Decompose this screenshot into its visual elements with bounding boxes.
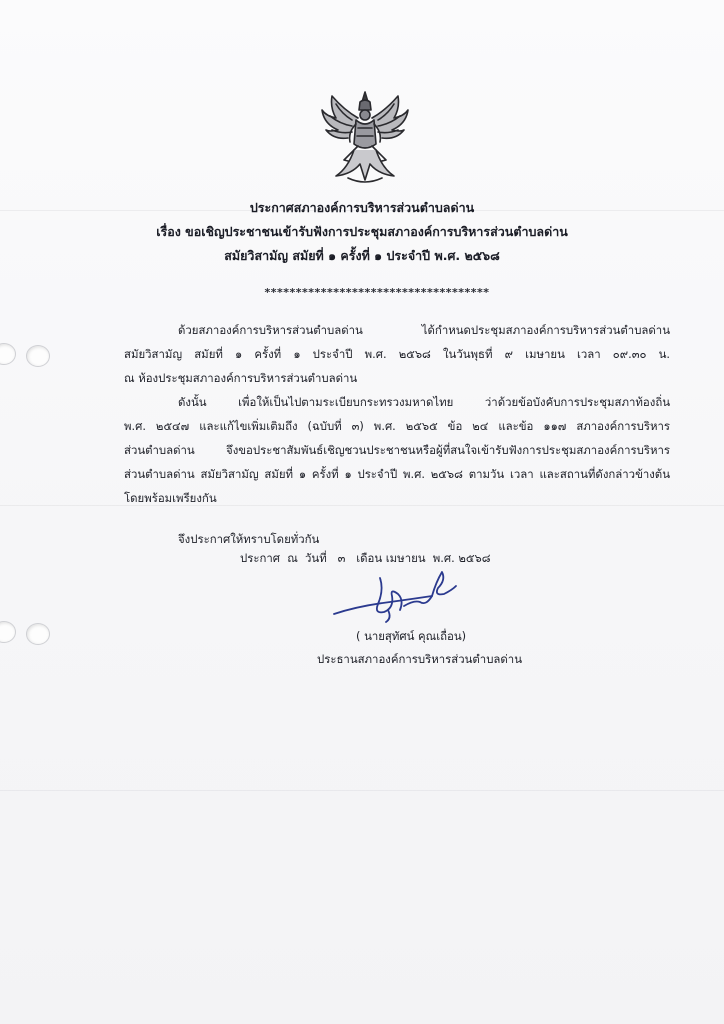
signer-title: ประธานสภาองค์การบริหารส่วนตำบลด่าน	[317, 652, 522, 666]
paragraph-2-line-5: โดยพร้อมเพรียงกัน	[124, 491, 217, 505]
announcement-subject: เรื่อง ขอเชิญประชาชนเข้ารับฟังการประชุมสภาองค์การบริหารส่วนตำบลด่าน	[156, 224, 568, 239]
garuda-emblem-icon	[318, 88, 412, 188]
signer-name: ( นายสุทัศน์ คุณเถื่อน)	[356, 629, 467, 643]
announcement-title: ประกาศสภาองค์การบริหารส่วนตำบลด่าน	[249, 200, 475, 215]
paragraph-2-line-1: ดังนั้น เพื่อให้เป็นไปตามระเบียบกระทรวงมหาดไทย ว่าด้วยข้อบังคับการประชุมสภาท้องถิ่น	[178, 395, 670, 409]
announcement-session: สมัยวิสามัญ สมัยที่ ๑ ครั้งที่ ๑ ประจำปี พ.ศ. ๒๕๖๘	[224, 248, 500, 263]
paragraph-1-line-1: ด้วยสภาองค์การบริหารส่วนตำบลด่าน ได้กำหนดประชุมสภาองค์การบริหารส่วนตำบลด่าน	[178, 323, 670, 337]
punch-hole	[0, 343, 16, 365]
punch-hole	[0, 621, 16, 643]
paragraph-1-line-2: สมัยวิสามัญ สมัยที่ ๑ ครั้งที่ ๑ ประจำปี พ.ศ. ๒๕๖๘ ในวันพุธที่ ๙ เมษายน เวลา ๐๙.๓๐ น.	[124, 347, 670, 361]
punch-hole	[26, 345, 50, 367]
closing-statement: จึงประกาศให้ทราบโดยทั่วกัน	[178, 532, 320, 546]
handwritten-signature	[328, 566, 468, 628]
punch-hole	[26, 623, 50, 645]
paragraph-1-line-3: ณ ห้องประชุมสภาองค์การบริหารส่วนตำบลด่าน	[124, 371, 358, 385]
paper-crease	[0, 790, 724, 791]
separator-stars: ************************************	[264, 286, 490, 299]
paragraph-2-line-4: ส่วนตำบลด่าน สมัยวิสามัญ สมัยที่ ๑ ครั้งที่ ๑ ประจำปี พ.ศ. ๒๕๖๘ ตามวัน เวลา และสถานที่ดังกล่าวข้างต้น	[124, 467, 670, 481]
announcement-date: ประกาศ ณ วันที่ ๓ เดือน เมษายน พ.ศ. ๒๕๖๘	[240, 551, 491, 565]
paragraph-2-line-2: พ.ศ. ๒๕๔๗ และแก้ไขเพิ่มเติมถึง (ฉบับที่ ๓) พ.ศ. ๒๕๖๕ ข้อ ๒๔ และข้อ ๑๑๗ สภาองค์การบริหาร	[124, 419, 670, 433]
paragraph-2-line-3: ส่วนตำบลด่าน จึงขอประชาสัมพันธ์เชิญชวนประชาชนหรือผู้ที่สนใจเข้ารับฟังการประชุมสภาองค์การบริหาร	[124, 443, 670, 457]
paper-crease	[0, 505, 724, 506]
